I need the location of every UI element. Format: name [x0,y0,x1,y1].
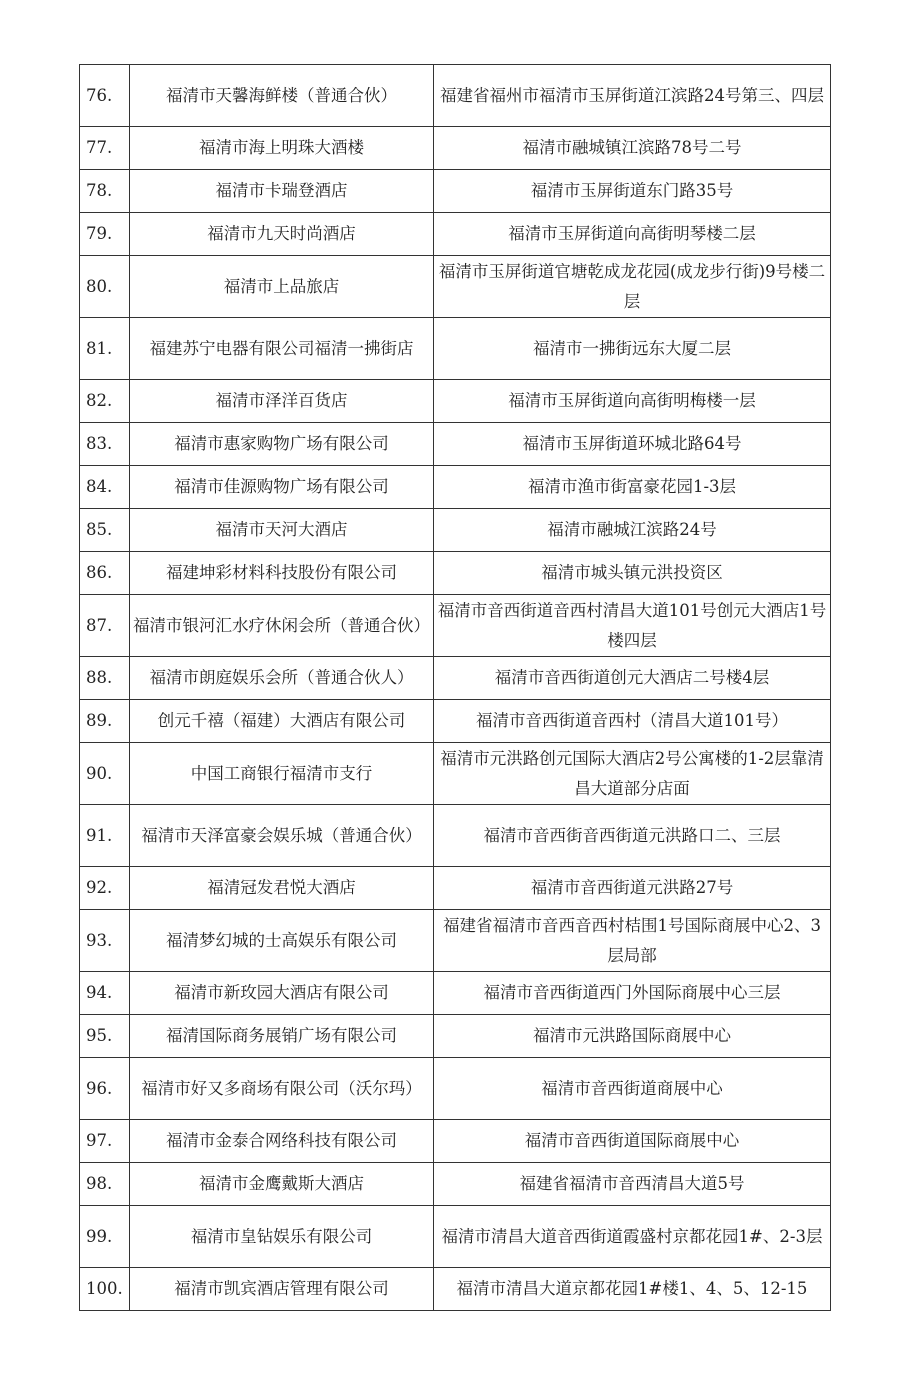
table-row [80,972,831,1015]
row-number: 96. [80,1058,130,1120]
table-row [80,1206,831,1268]
row-number: 88. [80,657,130,700]
business-address: 福清市音西街道商展中心 [434,1058,831,1120]
business-address: 福清市清昌大道京都花园1#楼1、4、5、12-15 [434,1268,831,1311]
business-address: 福清市融城江滨路24号 [434,509,831,552]
business-address: 福建省福清市音西清昌大道5号 [434,1163,831,1206]
table-row [80,127,831,170]
business-address: 福清市音西街道元洪路27号 [434,867,831,910]
business-name: 福清市凯宾酒店管理有限公司 [130,1268,434,1311]
business-name: 福清市天河大酒店 [130,509,434,552]
table-row [80,213,831,256]
business-name: 福清市新玫园大酒店有限公司 [130,972,434,1015]
table-row [80,700,831,743]
business-address: 福建省福清市音西音西村桔围1号国际商展中心2、3层局部 [434,910,831,972]
table-row [80,466,831,509]
business-address: 福清市城头镇元洪投资区 [434,552,831,595]
row-number: 78. [80,170,130,213]
table-row [80,65,831,127]
row-number: 100. [80,1268,130,1311]
business-address: 福清市元洪路创元国际大酒店2号公寓楼的1-2层靠清昌大道部分店面 [434,743,831,805]
row-number: 90. [80,743,130,805]
business-address: 福清市玉屏街道向高街明梅楼一层 [434,380,831,423]
table-row [80,1015,831,1058]
row-number: 98. [80,1163,130,1206]
row-number: 99. [80,1206,130,1268]
business-address: 福清市音西街道创元大酒店二号楼4层 [434,657,831,700]
table-row [80,867,831,910]
business-name: 福清市上品旅店 [130,256,434,318]
row-number: 81. [80,318,130,380]
table-row [80,657,831,700]
business-address: 福清市音西街道国际商展中心 [434,1120,831,1163]
business-name: 创元千禧（福建）大酒店有限公司 [130,700,434,743]
business-name: 福清市卡瑞登酒店 [130,170,434,213]
row-number: 80. [80,256,130,318]
business-name: 福清市皇钻娱乐有限公司 [130,1206,434,1268]
row-number: 85. [80,509,130,552]
business-name: 福建苏宁电器有限公司福清一拂街店 [130,318,434,380]
business-name: 福清市朗庭娱乐会所（普通合伙人） [130,657,434,700]
row-number: 92. [80,867,130,910]
document-page [79,64,831,1311]
business-name: 福清市银河汇水疗休闲会所（普通合伙） [130,595,434,657]
business-name: 福清市惠家购物广场有限公司 [130,423,434,466]
table-row [80,552,831,595]
business-name: 福清市金泰合网络科技有限公司 [130,1120,434,1163]
business-address: 福清市一拂街远东大厦二层 [434,318,831,380]
business-name: 福清市泽洋百货店 [130,380,434,423]
row-number: 95. [80,1015,130,1058]
business-address: 福清市音西街道音西村清昌大道101号创元大酒店1号楼四层 [434,595,831,657]
table-row [80,595,831,657]
business-name: 福清冠发君悦大酒店 [130,867,434,910]
business-name: 福清市金鹰戴斯大酒店 [130,1163,434,1206]
table-row [80,1120,831,1163]
business-name: 福建坤彩材料科技股份有限公司 [130,552,434,595]
row-number: 76. [80,65,130,127]
row-number: 91. [80,805,130,867]
business-address: 福清市融城镇江滨路78号二号 [434,127,831,170]
table-row [80,743,831,805]
business-address: 福清市清昌大道音西街道霞盛村京都花园1#、2-3层 [434,1206,831,1268]
business-name: 福清国际商务展销广场有限公司 [130,1015,434,1058]
business-address: 福清市玉屏街道东门路35号 [434,170,831,213]
row-number: 84. [80,466,130,509]
row-number: 83. [80,423,130,466]
venue-table [79,64,831,1311]
business-name: 福清梦幻城的士高娱乐有限公司 [130,910,434,972]
business-address: 福清市音西街道西门外国际商展中心三层 [434,972,831,1015]
table-row [80,1058,831,1120]
business-name: 中国工商银行福清市支行 [130,743,434,805]
business-name: 福清市天馨海鲜楼（普通合伙） [130,65,434,127]
table-row [80,380,831,423]
table-row [80,170,831,213]
table-row [80,1268,831,1311]
row-number: 89. [80,700,130,743]
business-name: 福清市佳源购物广场有限公司 [130,466,434,509]
business-address: 福清市玉屏街道环城北路64号 [434,423,831,466]
business-address: 福清市渔市街富豪花园1-3层 [434,466,831,509]
business-address: 福清市音西街音西街道元洪路口二、三层 [434,805,831,867]
row-number: 94. [80,972,130,1015]
business-name: 福清市天泽富豪会娱乐城（普通合伙） [130,805,434,867]
table-row [80,318,831,380]
row-number: 86. [80,552,130,595]
row-number: 79. [80,213,130,256]
row-number: 97. [80,1120,130,1163]
row-number: 77. [80,127,130,170]
business-name: 福清市海上明珠大酒楼 [130,127,434,170]
business-name: 福清市九天时尚酒店 [130,213,434,256]
business-name: 福清市好又多商场有限公司（沃尔玛） [130,1058,434,1120]
table-row [80,910,831,972]
row-number: 82. [80,380,130,423]
table-row [80,1163,831,1206]
business-address: 福建省福州市福清市玉屏街道江滨路24号第三、四层 [434,65,831,127]
business-address: 福清市玉屏街道向高街明琴楼二层 [434,213,831,256]
row-number: 87. [80,595,130,657]
table-row [80,423,831,466]
business-address: 福清市玉屏街道官塘乾成龙花园(成龙步行街)9号楼二层 [434,256,831,318]
table-row [80,256,831,318]
business-address: 福清市音西街道音西村（清昌大道101号） [434,700,831,743]
table-row [80,509,831,552]
business-address: 福清市元洪路国际商展中心 [434,1015,831,1058]
venue-table-body [80,65,831,1311]
table-row [80,805,831,867]
row-number: 93. [80,910,130,972]
